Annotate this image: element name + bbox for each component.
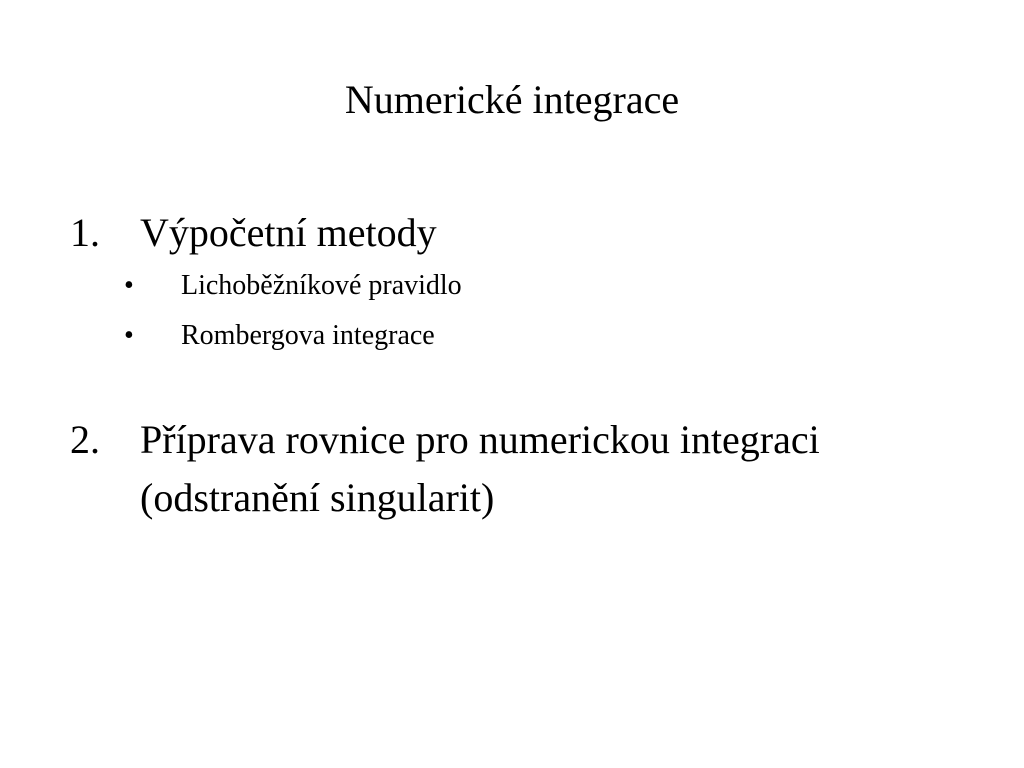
item-2-line-2: (odstranění singularit) (140, 475, 495, 520)
item-1-subitem-2-bullet: • (124, 320, 134, 351)
item-1-subitem-1-text: Lichoběžníkové pravidlo (181, 270, 462, 301)
item-1-number: 1. (70, 210, 100, 255)
item-2-line-1: Příprava rovnice pro numerickou integraci (140, 417, 820, 462)
item-1-subitem-1-bullet: • (124, 270, 134, 301)
item-1-subitem-2-text: Rombergova integrace (181, 320, 435, 351)
item-2-number: 2. (70, 417, 100, 462)
slide-title: Numerické integrace (344, 77, 680, 122)
item-1-text: Výpočetní metody (140, 210, 437, 255)
